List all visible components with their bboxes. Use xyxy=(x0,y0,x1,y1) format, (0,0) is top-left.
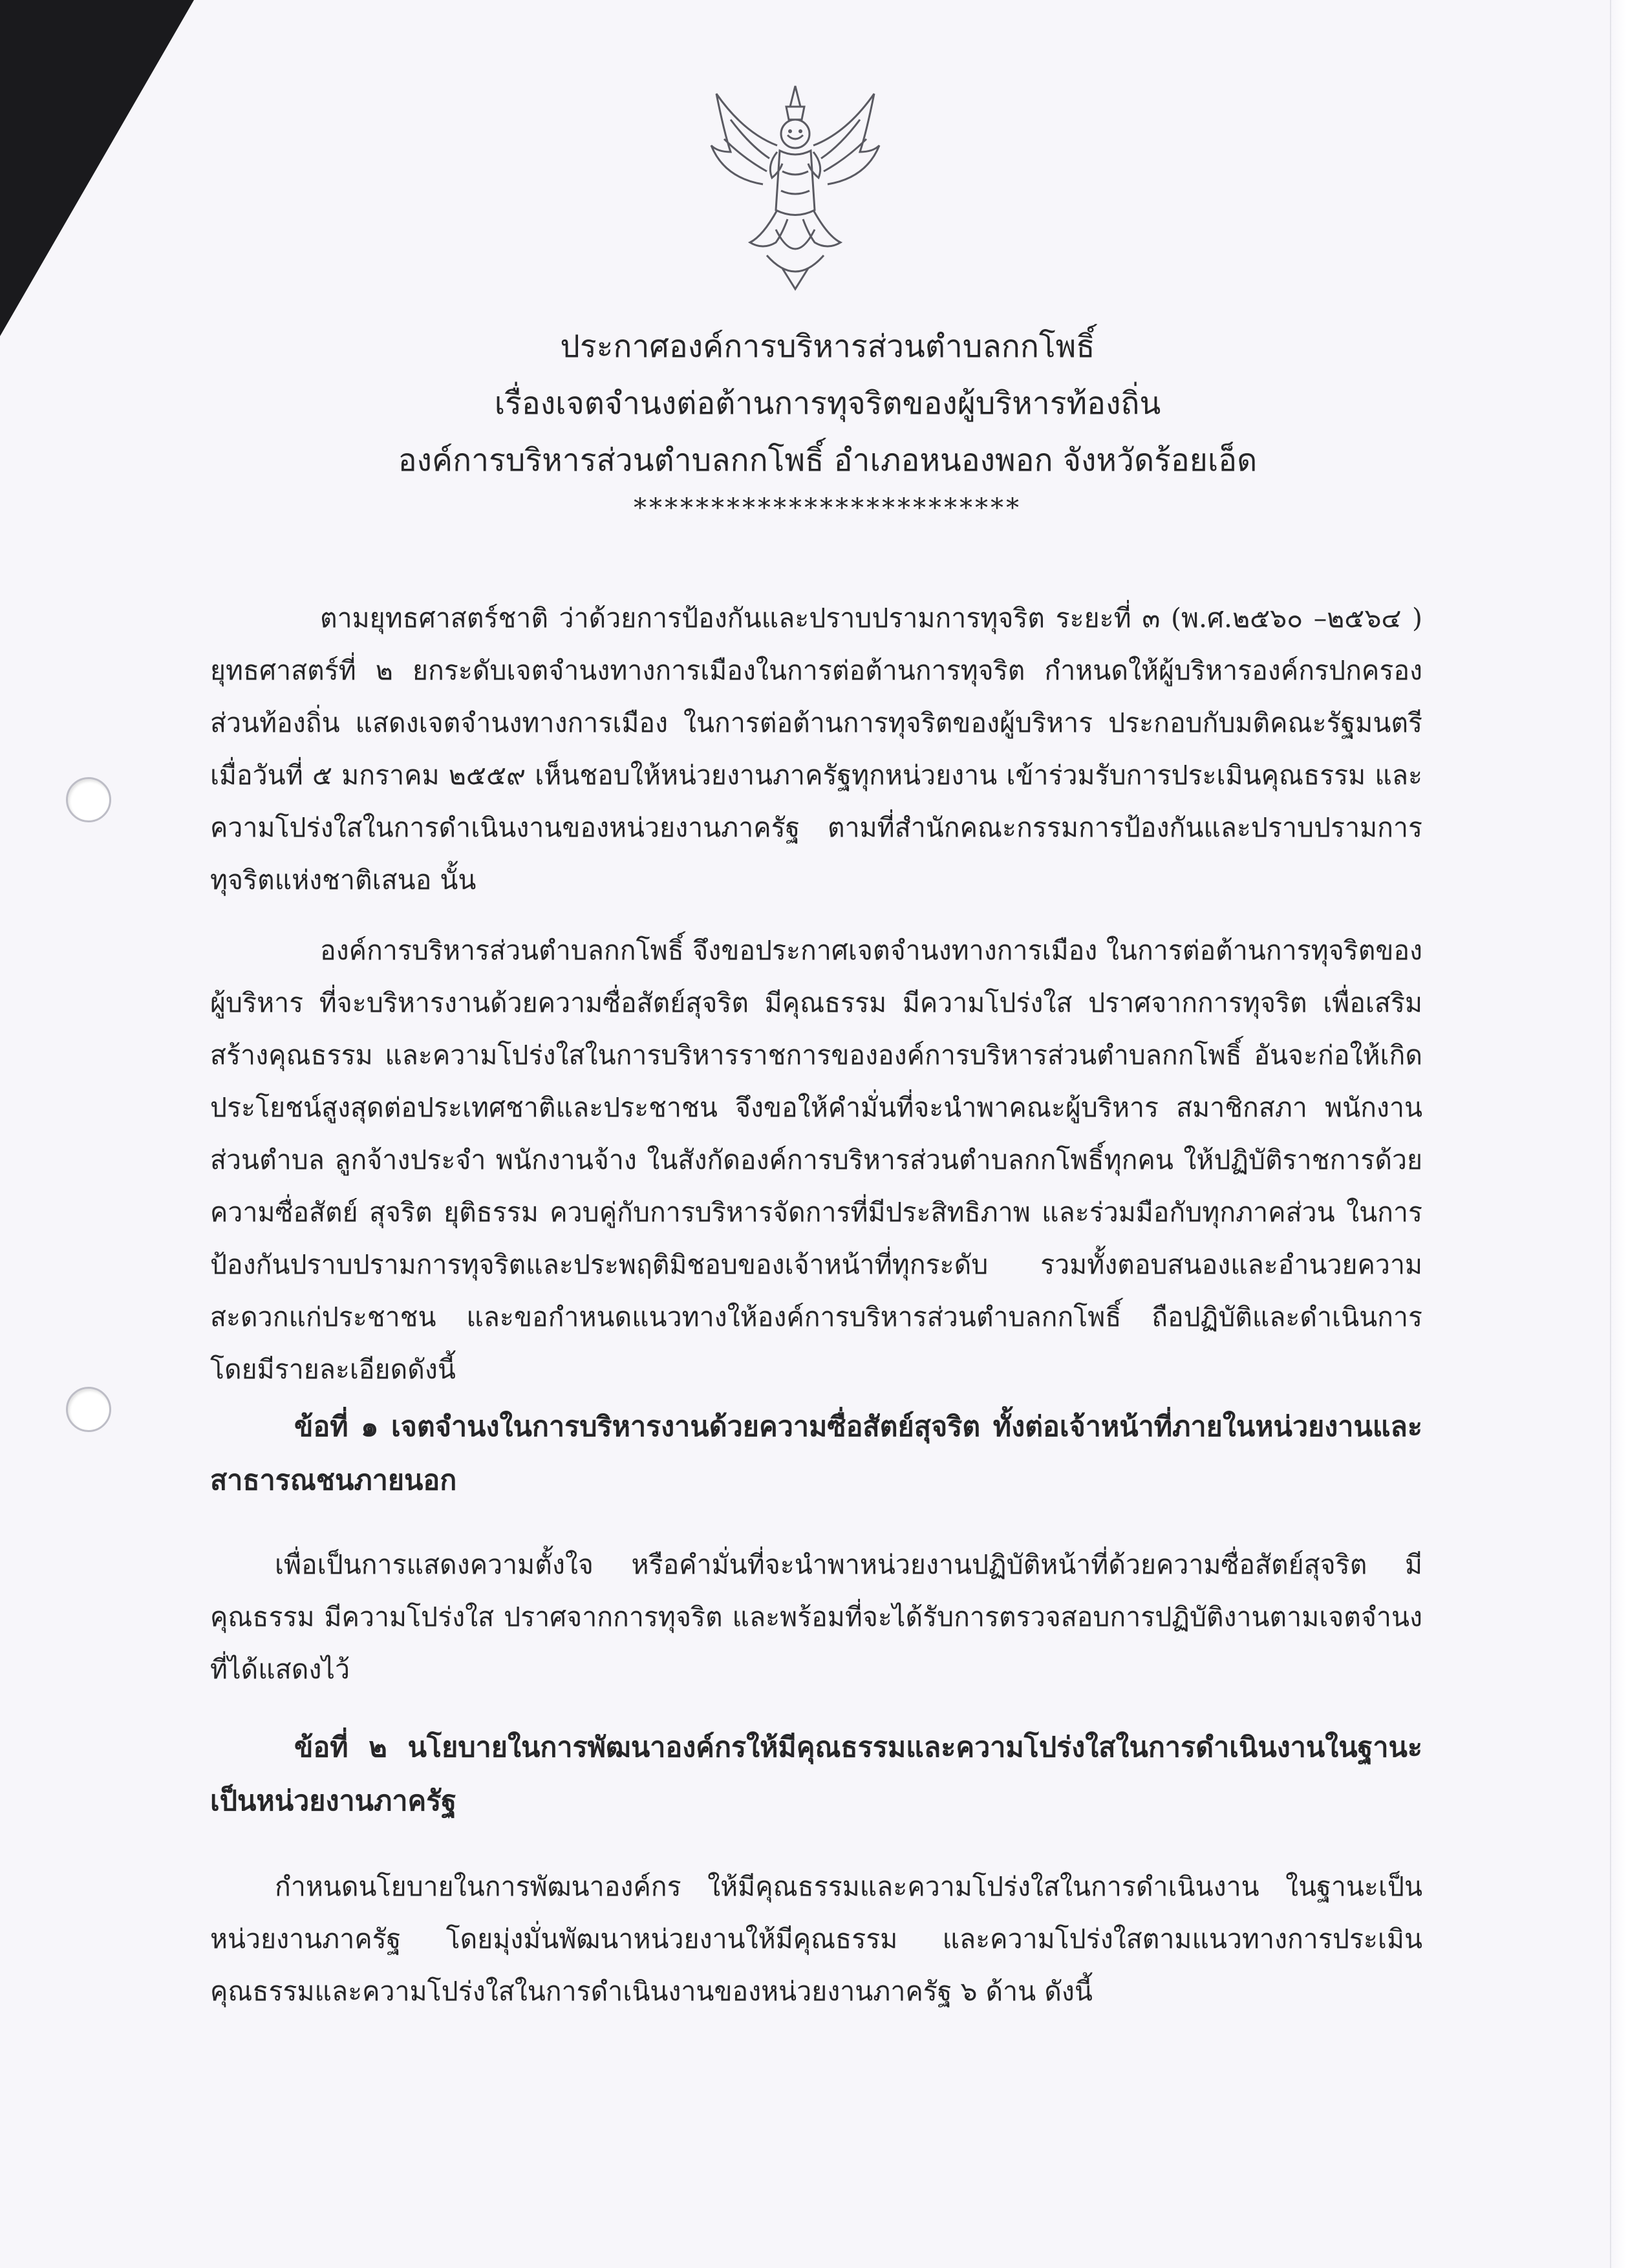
intro-paragraph: ตามยุทธศาสตร์ชาติ ว่าด้วยการป้องกันและปราบปรามการทุจริต ระยะที่ ๓ (พ.ศ.๒๕๖๐ –๒๕๖๔ ) ยุทธศาสตร์ที่ ๒ ยกระดับเจตจำนงทางการเมืองในการต่อต้านการทุจริต กำหนดให้ผู้บริหารองค์กรปกครองส่วนท้องถิ่น แสดงเจตจำนงทางการเมือง ในการต่อต้านการทุจริตของผู้บริหาร ประกอบกับมติคณะรัฐมนตรีเมื่อวันที่ ๕ มกราคม ๒๕๕๙ เห็นชอบให้หน่วยงานภาครัฐทุกหน่วยงาน เข้าร่วมรับการประเมินคุณธรรม และความโปร่งใสในการดำเนินงานของหน่วยงานภาครัฐ ตามที่สำนักคณะกรรมการป้องกันและปราบปรามการทุจริตแห่งชาติเสนอ นั้น xyxy=(210,603,1422,895)
section-1-heading: ข้อที่ ๑ เจตจำนงในการบริหารงานด้วยความซื่อสัตย์สุจริต ทั้งต่อเจ้าหน้าที่ภายในหน่วยงานและสาธารณชนภายนอก xyxy=(210,1411,1422,1497)
punch-hole xyxy=(66,1387,111,1432)
folded-corner xyxy=(0,0,194,336)
page-edge xyxy=(1610,0,1650,2268)
declaration-paragraph: องค์การบริหารส่วนตำบลกกโพธิ์ จึงขอประกาศเจตจำนงทางการเมือง ในการต่อต้านการทุจริตของผู้บริหาร ที่จะบริหารงานด้วยความซื่อสัตย์สุจริต มีคุณธรรม มีความโปร่งใส ปราศจากการทุจริต เพื่อเสริมสร้างคุณธรรม และความโปร่งใสในการบริหารราชการขององค์การบริหารส่วนตำบลกกโพธิ์ อันจะก่อให้เกิดประโยชน์สูงสุดต่อประเทศชาติและประชาชน จึงขอให้คำมั่นที่จะนำพาคณะผู้บริหาร สมาชิกสภา พนักงานส่วนตำบล ลูกจ้างประจำ พนักงานจ้าง ในสังกัดองค์การบริหารส่วนตำบลกกโพธิ์ทุกคน ให้ปฏิบัติราชการด้วยความซื่อสัตย์ สุจริต ยุติธรรม ควบคู่กับการบริหารจัดการที่มีประสิทธิภาพ และร่วมมือกับทุกภาคส่วน ในการป้องกันปราบปรามการทุจริตและประพฤติมิชอบของเจ้าหน้าที่ทุกระดับ รวมทั้งตอบสนองและอำนวยความสะดวกแก่ประชาชน และขอกำหนดแนวทางให้องค์การบริหารส่วนตำบลกกโพธิ์ ถือปฏิบัติและดำเนินการ โดยมีรายละเอียดดังนี้ xyxy=(210,935,1422,1385)
subject-line: เรื่องเจตจำนงต่อต้านการทุจริตของผู้บริหารท้องถิ่น xyxy=(494,385,1161,422)
document-header xyxy=(194,318,1461,528)
announcement-title: ประกาศองค์การบริหารส่วนตำบลกกโพธิ์ xyxy=(560,328,1095,365)
punch-hole xyxy=(66,777,111,822)
header-separator: ************************* xyxy=(634,493,1022,523)
garuda-emblem-icon xyxy=(705,81,886,294)
section-2-paragraph: กำหนดนโยบายในการพัฒนาองค์กร ให้มีคุณธรรมและความโปร่งใสในการดำเนินงาน ในฐานะเป็นหน่วยงานภาครัฐ โดยมุ่งมั่นพัฒนาหน่วยงานให้มีคุณธรรม และความโปร่งใสตามแนวทางการประเมินคุณธรรมและความโปร่งใสในการดำเนินงานของหน่วยงานภาครัฐ ๖ ด้าน ดังนี้ xyxy=(210,1871,1422,2007)
organization-line: องค์การบริหารส่วนตำบลกกโพธิ์ อำเภอหนองพอก จังหวัดร้อยเอ็ด xyxy=(398,442,1258,478)
section-2-heading: ข้อที่ ๒ นโยบายในการพัฒนาองค์กรให้มีคุณธรรมและความโปร่งใสในการดำเนินงานในฐานะเป็นหน่วยงานภาครัฐ xyxy=(210,1731,1422,1817)
section-1-paragraph: เพื่อเป็นการแสดงความตั้งใจ หรือคำมั่นที่จะนำพาหน่วยงานปฏิบัติหน้าที่ด้วยความซื่อสัตย์สุจริต มีคุณธรรม มีความโปร่งใส ปราศจากการทุจริต และพร้อมที่จะได้รับการตรวจสอบการปฏิบัติงานตามเจตจำนงที่ได้แสดงไว้ xyxy=(210,1549,1422,1685)
